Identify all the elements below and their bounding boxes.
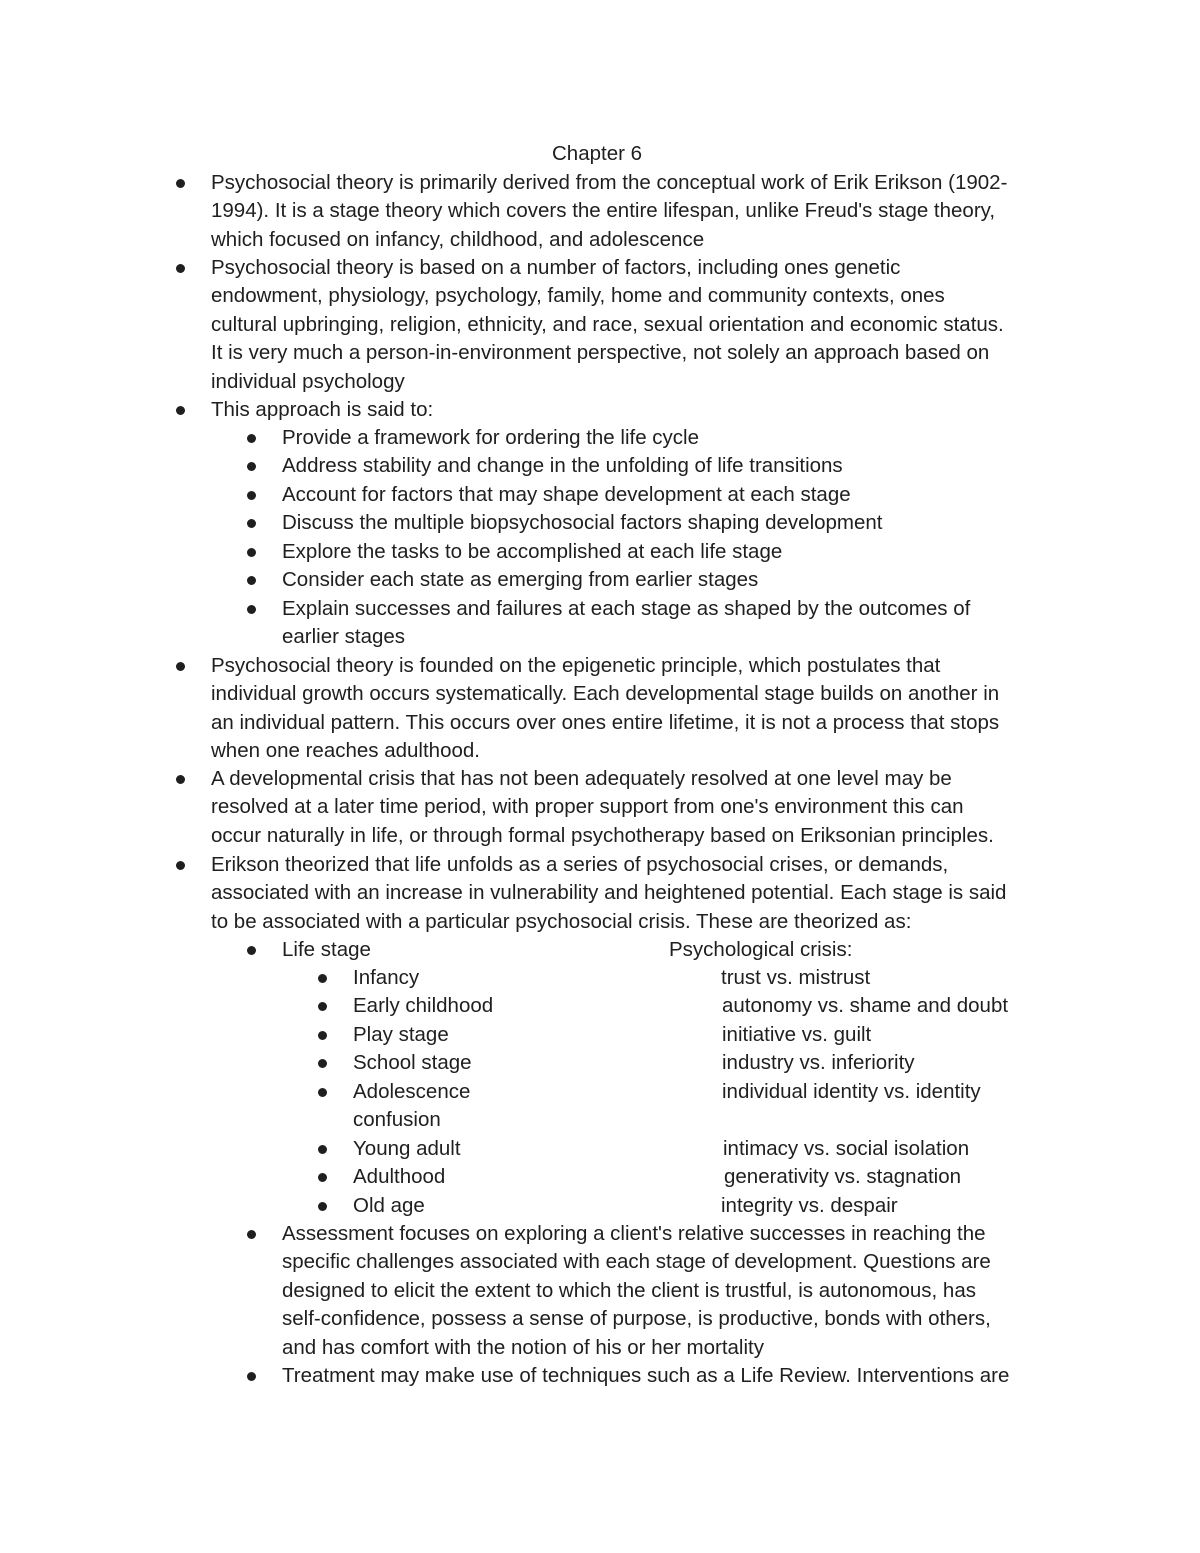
stage-row xyxy=(353,1049,915,1077)
stage-row xyxy=(353,1192,898,1220)
stage-crisis: trust vs. mistrust xyxy=(721,966,871,989)
text-line: Account for factors that may shape development at each stage xyxy=(282,483,851,506)
sub-bullet-emerging xyxy=(282,566,758,594)
stage-crisis: industry vs. inferiority xyxy=(722,1051,915,1074)
bullet-dot xyxy=(318,1173,327,1182)
stage-crisis: intimacy vs. social isolation xyxy=(723,1137,970,1160)
bullet-dot xyxy=(247,1230,256,1239)
stage-crisis-wrap: confusion xyxy=(353,1108,441,1132)
text-line: Psychosocial theory is primarily derived from the conceptual work of Erik Erikson (1902- xyxy=(211,171,1008,194)
text-line: when one reaches adulthood. xyxy=(211,739,480,763)
bullet-dot xyxy=(247,1372,256,1381)
stage-table-header xyxy=(282,936,853,964)
bullet-dot xyxy=(176,861,185,870)
bullet-dot xyxy=(318,1145,327,1154)
sub-bullet-treatment xyxy=(282,1362,1009,1390)
text-line: It is very much a person-in-environment perspective, not solely an approach based on xyxy=(211,341,990,365)
text-line: resolved at a later time period, with proper support from one's environment this can xyxy=(211,795,964,819)
header-psych-crisis: Psychological crisis: xyxy=(669,938,853,961)
bullet-dot xyxy=(247,605,256,614)
text-line: Consider each state as emerging from earlier stages xyxy=(282,568,759,591)
sub-bullet-stability xyxy=(282,452,843,480)
stage-row xyxy=(353,1163,962,1191)
text-line: earlier stages xyxy=(282,625,406,649)
text-line: This approach is said to: xyxy=(211,398,434,421)
text-line: A developmental crisis that has not been adequately resolved at one level may be xyxy=(211,767,952,790)
stage-name: Early childhood xyxy=(353,994,494,1017)
stage-name: Adulthood xyxy=(353,1165,446,1188)
bullet-dot xyxy=(247,548,256,557)
text-line: Explore the tasks to be accomplished at each life stage xyxy=(282,540,783,563)
stage-row xyxy=(353,992,1009,1020)
stage-crisis: individual identity vs. identity xyxy=(722,1080,981,1103)
text-line: individual growth occurs systematically. Each developmental stage builds on another in xyxy=(211,682,1000,706)
sub-bullet-successes xyxy=(282,595,970,652)
bullet-dot xyxy=(318,974,327,983)
stage-row xyxy=(353,1078,981,1135)
stage-crisis: autonomy vs. shame and doubt xyxy=(722,994,1009,1017)
text-line: Assessment focuses on exploring a client's relative successes in reaching the xyxy=(282,1222,986,1245)
stage-crisis: initiative vs. guilt xyxy=(722,1023,872,1046)
bullet-psychosocial-origin xyxy=(211,169,1007,254)
text-line: Explain successes and failures at each stage as shaped by the outcomes of xyxy=(282,597,971,620)
sub-bullet-assessment xyxy=(282,1220,991,1362)
sub-bullet-framework xyxy=(282,424,699,452)
bullet-erikson-theory xyxy=(211,851,1006,936)
text-line: associated with an increase in vulnerability and heightened potential. Each stage is said xyxy=(211,881,1007,905)
text-line: individual psychology xyxy=(211,369,405,393)
bullet-dot xyxy=(318,1002,327,1011)
header-life-stage: Life stage xyxy=(282,938,371,961)
stage-name: Adolescence xyxy=(353,1080,471,1103)
bullet-dot xyxy=(247,946,256,955)
stage-name: School stage xyxy=(353,1051,472,1074)
text-line: Discuss the multiple biopsychosocial factors shaping development xyxy=(282,511,883,534)
text-line: 1994). It is a stage theory which covers the entire lifespan, unlike Freud's stage theory, xyxy=(211,199,996,223)
text-line: self-confidence, possess a sense of purpose, is productive, bonds with others, xyxy=(282,1307,991,1331)
text-line: an individual pattern. This occurs over ones entire lifetime, it is not a process that stops xyxy=(211,710,1000,734)
text-line: Treatment may make use of techniques such as a Life Review. Interventions are xyxy=(282,1364,1010,1387)
bullet-dot xyxy=(176,775,185,784)
sub-bullet-biopsychosocial xyxy=(282,509,883,537)
bullet-dot xyxy=(176,662,185,671)
stage-name: Old age xyxy=(353,1194,425,1217)
stage-name: Play stage xyxy=(353,1023,449,1046)
bullet-dot xyxy=(176,179,185,188)
stage-crisis: integrity vs. despair xyxy=(721,1194,898,1217)
sub-bullet-tasks xyxy=(282,538,782,566)
text-line: Psychosocial theory is founded on the epigenetic principle, which postulates that xyxy=(211,654,941,677)
text-line: and has comfort with the notion of his or her mortality xyxy=(282,1335,764,1359)
text-line: to be associated with a particular psychosocial crisis. These are theorized as: xyxy=(211,909,912,933)
bullet-epigenetic xyxy=(211,652,999,766)
stage-row xyxy=(353,964,871,992)
text-line: specific challenges associated with each stage of development. Questions are xyxy=(282,1250,991,1274)
stage-name: Infancy xyxy=(353,966,420,989)
text-line: Psychosocial theory is based on a number of factors, including ones genetic xyxy=(211,256,901,279)
bullet-approach xyxy=(211,396,433,424)
bullet-dot xyxy=(247,462,256,471)
sub-bullet-factors xyxy=(282,481,851,509)
text-line: which focused on infancy, childhood, and adolescence xyxy=(211,227,705,251)
bullet-dot xyxy=(247,576,256,585)
page-title: Chapter 6 xyxy=(551,142,643,165)
bullet-psychosocial-factors xyxy=(211,254,1004,396)
text-line: Erikson theorized that life unfolds as a series of psychosocial crises, or demands, xyxy=(211,853,949,876)
bullet-dot xyxy=(318,1059,327,1068)
text-line: Provide a framework for ordering the life cycle xyxy=(282,426,700,449)
bullet-crisis xyxy=(211,765,994,850)
bullet-dot xyxy=(247,434,256,443)
text-line: designed to elicit the extent to which the client is trustful, is autonomous, has xyxy=(282,1278,976,1302)
bullet-dot xyxy=(176,264,185,273)
bullet-dot xyxy=(176,406,185,415)
bullet-dot xyxy=(318,1088,327,1097)
bullet-dot xyxy=(318,1202,327,1211)
bullet-dot xyxy=(247,491,256,500)
stage-name: Young adult xyxy=(353,1137,461,1160)
text-line: cultural upbringing, religion, ethnicity, and race, sexual orientation and economic status. xyxy=(211,312,1004,336)
text-line: Address stability and change in the unfolding of life transitions xyxy=(282,454,843,477)
stage-row xyxy=(353,1135,970,1163)
bullet-dot xyxy=(318,1031,327,1040)
text-line: occur naturally in life, or through formal psychotherapy based on Eriksonian principles. xyxy=(211,823,994,847)
stage-row xyxy=(353,1021,872,1049)
stage-crisis: generativity vs. stagnation xyxy=(724,1165,962,1188)
bullet-dot xyxy=(247,519,256,528)
text-line: endowment, physiology, psychology, family, home and community contexts, ones xyxy=(211,284,945,308)
